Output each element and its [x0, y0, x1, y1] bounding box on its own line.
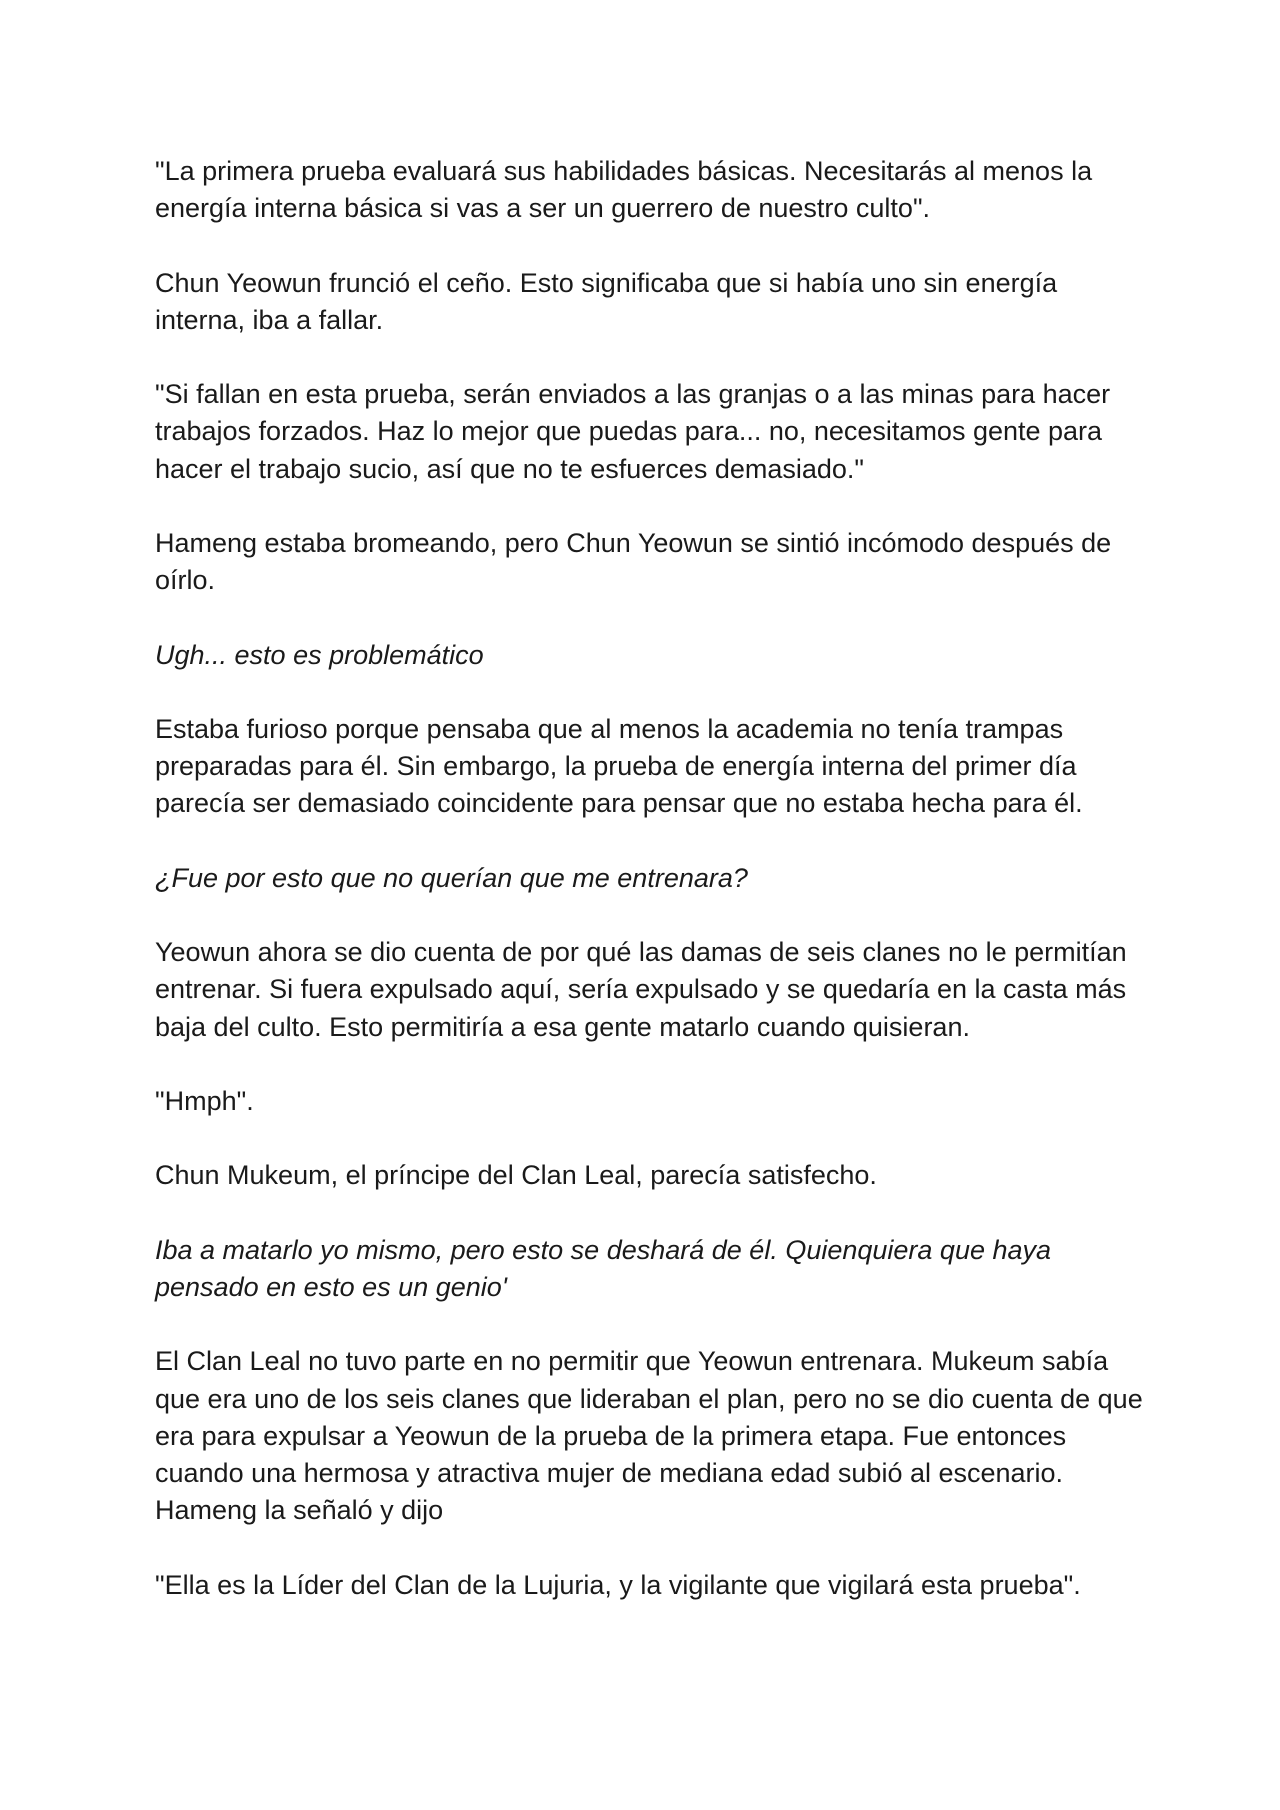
thought-paragraph: Ugh... esto es problemático: [155, 639, 484, 670]
paragraph: Yeowun ahora se dio cuenta de por qué las damas de seis clanes no le permitían entrenar. Si fuera expulsado aquí, sería expulsado y se quedaría en la casta más baja del culto. Esto permitiría a esa gente matarlo cuando quisieran.: [155, 937, 1127, 1042]
paragraph: "Si fallan en esta prueba, serán enviados a las granjas o a las minas para hacer trabajos forzados. Haz lo mejor que puedas para... no, necesitamos gente para hacer el trabajo sucio, así que no te esfuerces demasiado.": [155, 379, 1111, 484]
paragraph: Hameng estaba bromeando, pero Chun Yeowun se sintió incómodo después de oírlo.: [155, 527, 1112, 596]
paragraph: "Ella es la Líder del Clan de la Lujuria, y la vigilante que vigilará esta prueba".: [155, 1569, 1081, 1600]
paragraph: El Clan Leal no tuvo parte en no permitir que Yeowun entrenara. Mukeum sabía que era uno de los seis clanes que lideraban el plan, pero no se dio cuenta de que era para expulsar a Yeowun de la prueba de la primera etapa. Fue entonces cuando una hermosa y atractiva mujer de mediana edad subió al escenario. Hameng la señaló y dijo: [155, 1346, 1143, 1526]
thought-paragraph: Iba a matarlo yo mismo, pero esto se deshará de él. Quienquiera que haya pensado en esto es un genio': [155, 1234, 1052, 1302]
paragraph: Chun Yeowun frunció el ceño. Esto significaba que si había uno sin energía interna, iba a fallar.: [155, 267, 1058, 335]
paragraph: "Hmph".: [155, 1085, 254, 1116]
paragraph: Estaba furioso porque pensaba que al menos la academia no tenía trampas preparadas para él. Sin embargo, la prueba de energía interna del primer día parecía ser demasiado coincidente para pensar que no estaba hecha para él.: [155, 713, 1083, 819]
paragraph: "La primera prueba evaluará sus habilidades básicas. Necesitarás al menos la energía interna básica si vas a ser un guerrero de nuestro culto".: [155, 156, 1093, 224]
paragraph: Chun Mukeum, el príncipe del Clan Leal, parecía satisfecho.: [155, 1160, 877, 1191]
thought-paragraph: ¿Fue por esto que no querían que me entrenara?: [155, 862, 748, 893]
document-body: [155, 153, 1145, 1641]
